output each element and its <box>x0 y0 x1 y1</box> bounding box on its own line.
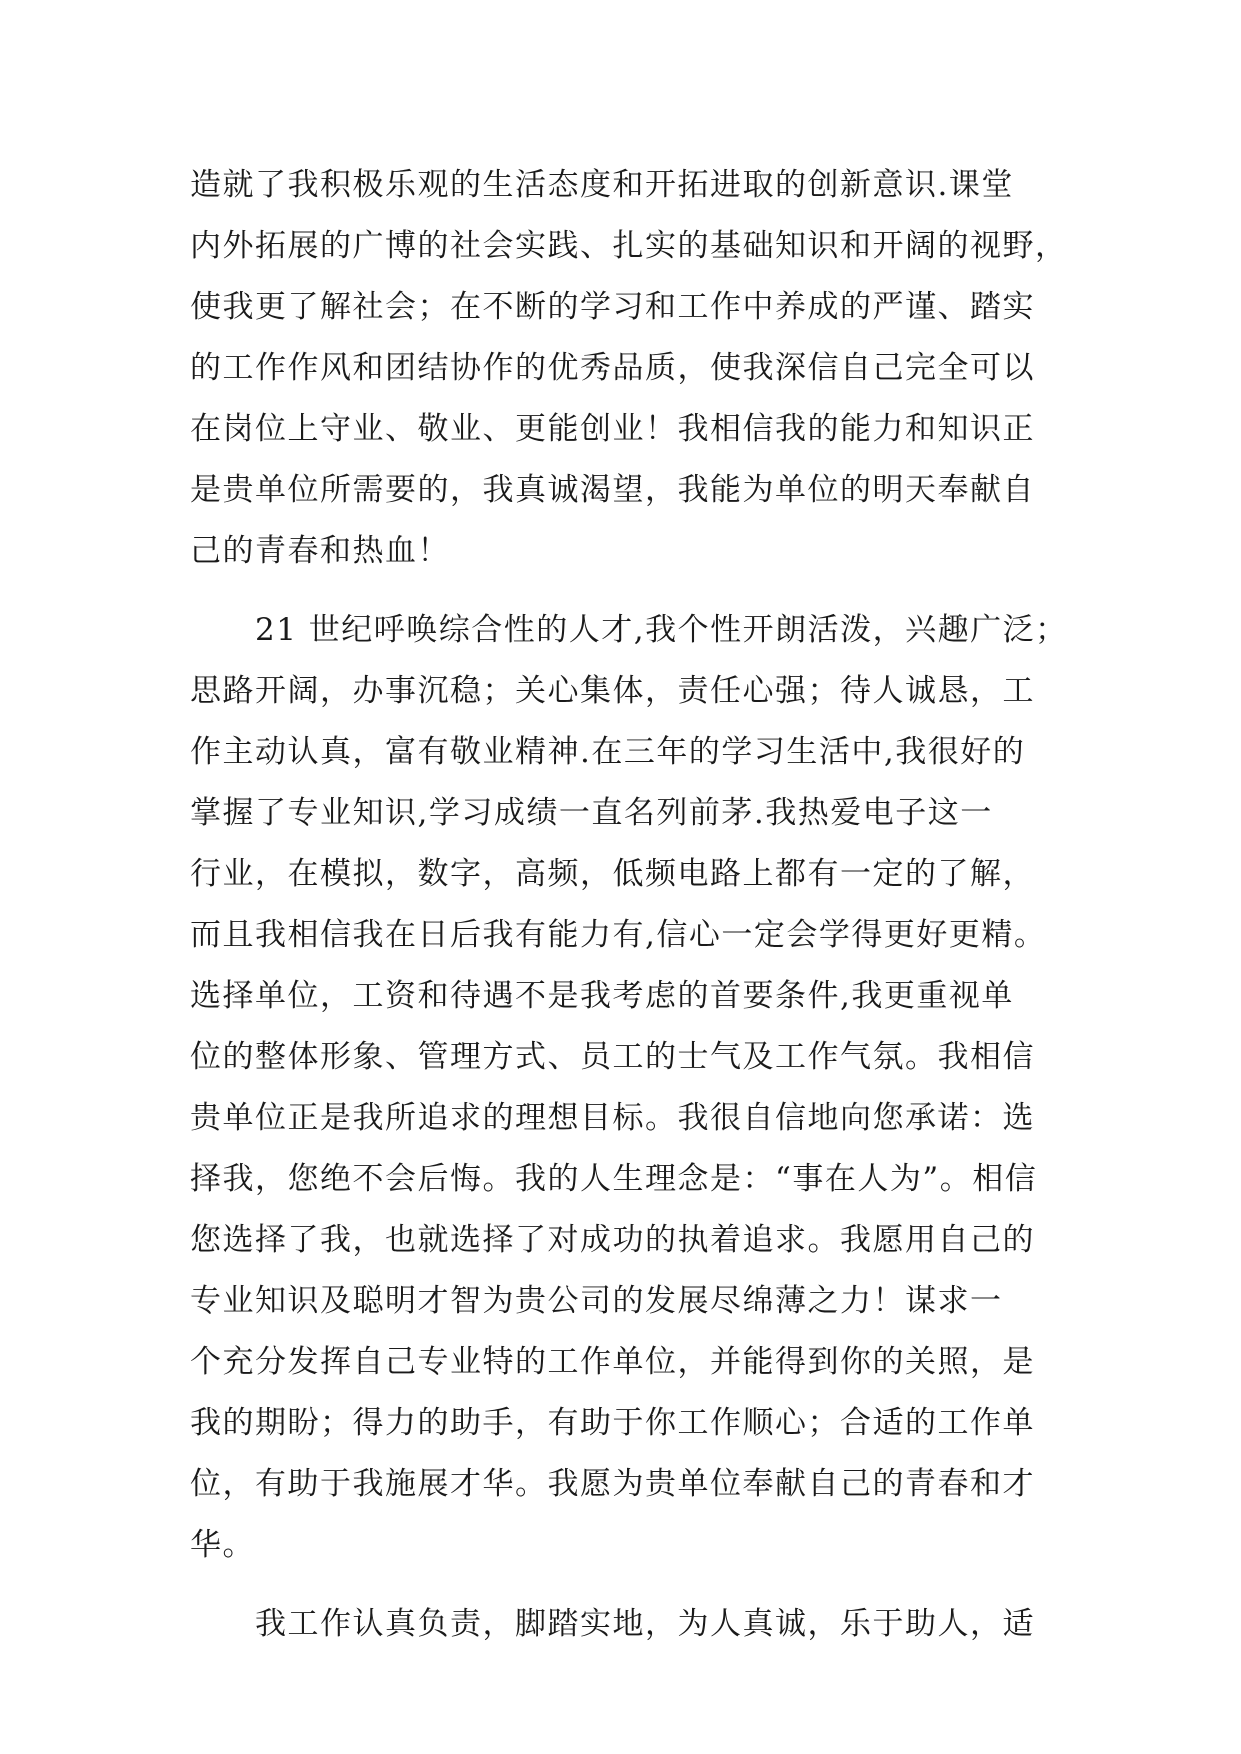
text-line: 行业，在模拟，数字，高频，低频电路上都有一定的了解， <box>190 856 1035 892</box>
text-line: 华。 <box>190 1527 255 1563</box>
text-line: 内外拓展的广博的社会实践、扎实的基础知识和开阔的视野， <box>190 228 1068 264</box>
text-line: 21 世纪呼唤综合性的人才,我个性开朗活泼，兴趣广泛； <box>190 612 1068 648</box>
text-line: 位，有助于我施展才华。我愿为贵单位奉献自己的青春和才 <box>190 1466 1035 1502</box>
text-line: 造就了我积极乐观的生活态度和开拓进取的创新意识.课堂 <box>190 167 1014 203</box>
text-line: 是贵单位所需要的，我真诚渴望，我能为单位的明天奉献自 <box>190 472 1035 508</box>
text-line: 位的整体形象、管理方式、员工的士气及工作气氛。我相信 <box>190 1039 1035 1075</box>
paragraph-gap <box>190 1576 1090 1594</box>
text-line: 掌握了专业知识,学习成绩一直名列前茅.我热爱电子这一 <box>190 795 993 831</box>
text-line: 专业知识及聪明才智为贵公司的发展尽绵薄之力！谋求一 <box>190 1283 1003 1319</box>
body-text <box>190 155 1090 1655</box>
text-line: 思路开阔，办事沉稳；关心集体，责任心强；待人诚恳，工 <box>190 673 1035 709</box>
text-line: 作主动认真，富有敬业精神.在三年的学习生活中,我很好的 <box>190 734 1026 770</box>
text-line: 的工作作风和团结协作的优秀品质，使我深信自己完全可以 <box>190 350 1035 386</box>
text-line: 己的青春和热血！ <box>190 533 450 569</box>
text-line: 选择单位，工资和待遇不是我考虑的首要条件,我更重视单 <box>190 978 1014 1014</box>
text-line: 而且我相信我在日后我有能力有,信心一定会学得更好更精。 <box>190 917 1047 953</box>
text-line: 我的期盼；得力的助手，有助于你工作顺心；合适的工作单 <box>190 1405 1035 1441</box>
text-line: 我工作认真负责，脚踏实地，为人真诚，乐于助人，适 <box>190 1606 1035 1642</box>
text-line: 在岗位上守业、敬业、更能创业！我相信我的能力和知识正 <box>190 411 1035 447</box>
paragraph-gap <box>190 582 1090 600</box>
text-line: 贵单位正是我所追求的理想目标。我很自信地向您承诺：选 <box>190 1100 1035 1136</box>
text-line: 您选择了我，也就选择了对成功的执着追求。我愿用自己的 <box>190 1222 1035 1258</box>
text-line: 个充分发挥自己专业特的工作单位，并能得到你的关照，是 <box>190 1344 1035 1380</box>
text-line: 择我，您绝不会后悔。我的人生理念是：“事在人为”。相信 <box>190 1161 1038 1197</box>
text-line: 使我更了解社会；在不断的学习和工作中养成的严谨、踏实 <box>190 289 1035 325</box>
